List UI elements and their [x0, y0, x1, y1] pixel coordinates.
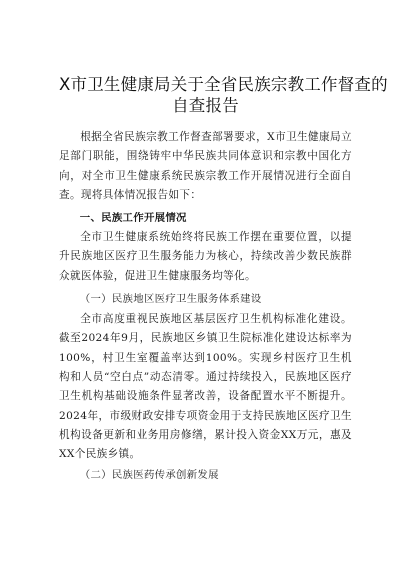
title-line-1: X市卫生健康局关于全省民族宗教工作督查的 [59, 75, 388, 94]
subsection-2-heading: （二）民族医药传承创新发展 [79, 469, 219, 482]
document-title [59, 74, 388, 116]
section-1-paragraph: 全市卫生健康系统始终将民族工作摆在重要位置，以提升民族地区医疗卫生服务能力为核心，持续改善少数民族群众就医体验，促进卫生健康服务均等化。 [59, 231, 352, 282]
intro-paragraph: 根据全省民族宗教工作督查部署要求，X市卫生健康局立足部门职能，围绕铸牢中华民族共同体意识和宗教中国化方向，对全市卫生健康系统民族宗教工作开展情况进行全面自查。现将具体情况报告如下： [59, 131, 352, 201]
title-line-2: 自查报告 [172, 96, 239, 115]
subsection-1-heading: （一）民族地区医疗卫生服务体系建设 [79, 293, 262, 306]
document-body [59, 128, 352, 485]
subsection-1-paragraph: 全市高度重视民族地区基层医疗卫生机构标准化建设。截至2024年9月，民族地区乡镇卫生院标准化建设达标率为100%，村卫生室覆盖率达到100%。实现乡村医疗卫生机构和人员“空白点”动态清零。通过持续投入，民族地区医疗卫生机构基础设施条件显著改善，设备配置水平不断提升。2024年，市级财政安排专项资金用于支持民族地区医疗卫生机构设备更新和业务用房修缮，累计投入资金XX万元，惠及XX个民族乡镇。 [59, 313, 352, 461]
section-1-heading: 一、民族工作开展情况 [79, 212, 187, 225]
